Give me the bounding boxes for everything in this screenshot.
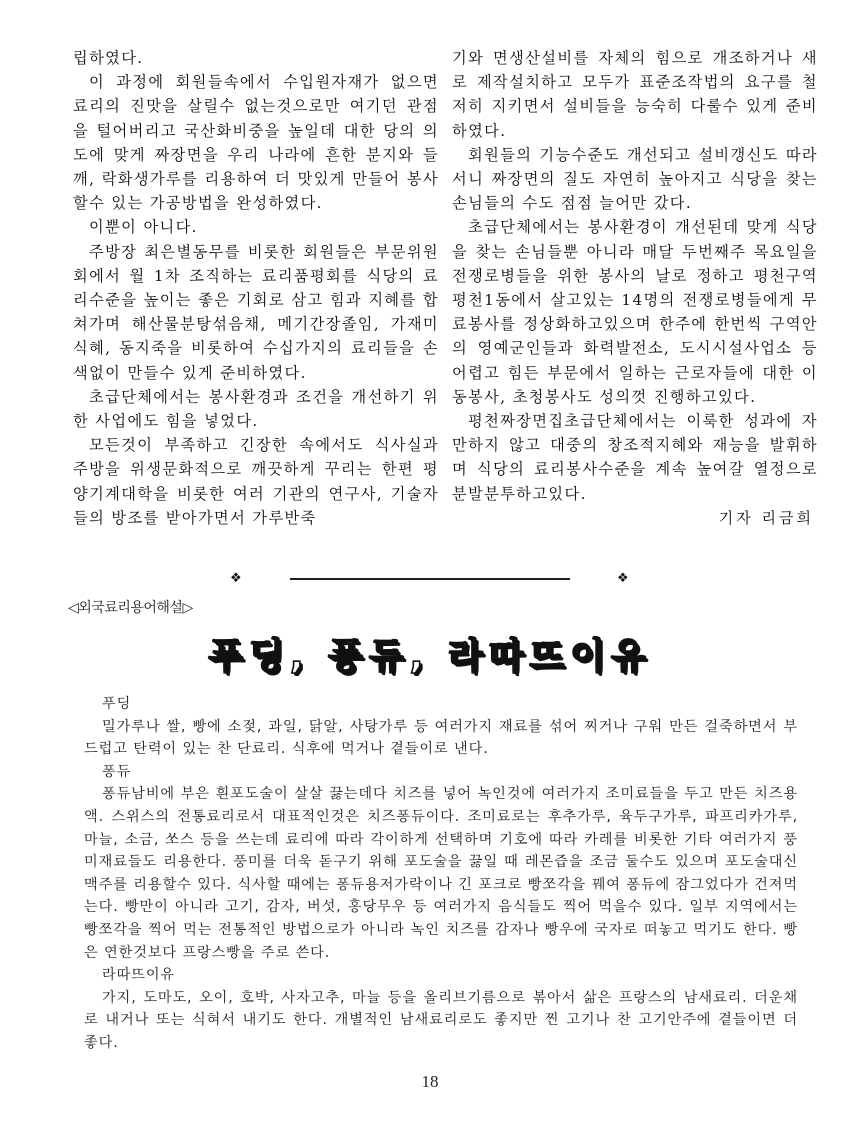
article-left-column xyxy=(73,46,439,530)
horizontal-rule xyxy=(290,578,570,580)
section-divider xyxy=(0,573,860,585)
glossary-definition: 밀가루나 쌀, 빵에 소젖, 과일, 닭알, 사탕가루 등 여러가지 재료를 섞어 찌거나 구워 만든 걸죽하면서 부드럽고 탄력이 있는 찬 단료리. 식후에 먹거나 곁들이로 낸다. xyxy=(84,718,798,758)
paragraph: 립하였다. xyxy=(73,49,144,67)
byline: 기자 리금희 xyxy=(718,508,814,527)
glossary-term: 퐁듀 xyxy=(102,763,132,780)
paragraph: 회원들의 기능수준도 개선되고 설비갱신도 따라서니 짜장면의 질도 자연히 높아지고 식당을 찾는 손님들의 수도 점점 늘어만 갔다. xyxy=(452,145,818,213)
page-number: 18 xyxy=(421,1072,439,1091)
glossary-body xyxy=(84,693,798,1055)
paragraph: 주방장 최은별동무를 비롯한 회원들은 부문위원회에서 월 1차 조직하는 료리품평회를 식당의 료리수준을 높이는 좋은 기회로 삼고 힘과 지혜를 합쳐가며 해산물분탕섞음채, 메기간장졸임, 가재미식혜, 동지죽을 비롯하여 수십가지의 료리들을 손색없이 만들수 있게 준비하였다. xyxy=(73,242,439,382)
paragraph: 초급단체에서는 봉사환경과 조건을 개선하기 위한 사업에도 힘을 넣었다. xyxy=(73,387,439,431)
paragraph: 모든것이 부족하고 긴장한 속에서도 식사실과 주방을 위생문화적으로 깨끗하게 꾸리는 한편 평양기계대학을 비롯한 여러 기관의 연구사, 기술자들의 방조를 받아가면서 가루반죽 xyxy=(73,436,439,527)
glossary-definition: 가지, 도마도, 오이, 호박, 사자고추, 마늘 등을 올리브기름으로 볶아서 삶은 프랑스의 남새료리. 더운채로 내거나 또는 식혀서 내기도 한다. 개별적인 남새료리로도 좋지만 찐 고기나 찬 고기안주에 곁들이면 더 좋다. xyxy=(84,989,798,1051)
paragraph: 이뿐이 아니다. xyxy=(89,218,198,237)
article-right-column xyxy=(452,46,818,530)
diamond-ornament-icon: ❖ xyxy=(617,571,629,586)
glossary-title: 푸딩, 퐁듀, 라따뜨이유 xyxy=(208,636,652,677)
paragraph: 평천짜장면집초급단체에서는 이룩한 성과에 자만하지 않고 대중의 창조적지혜와 재능을 발휘하며 식당의 료리봉사수준을 계속 높여갈 열정으로 분발분투하고있다. xyxy=(452,412,818,503)
paragraph: 이 과정에 회원들속에서 수입원자재가 없으면 료리의 진맛을 살릴수 없는것으로만 여기던 관점을 털어버리고 국산화비중을 높일데 대한 당의 의도에 맞게 짜장면을 우리 나라에 흔한 분지와 들깨, 락화생가루를 리용하여 더 맛있게 만들어 봉사할수 있는 가공방법을 완성하였다. xyxy=(73,73,439,213)
glossary-term: 푸딩 xyxy=(102,696,132,712)
glossary-term: 라따뜨이유 xyxy=(102,967,176,984)
diamond-ornament-icon: ❖ xyxy=(230,571,242,586)
section-tag: ◁외국료리용어해설▷ xyxy=(68,600,193,616)
glossary-definition: 퐁듀남비에 부은 흰포도술이 살살 끓는데다 치즈를 넣어 녹인것에 여러가지 조미료들을 두고 만든 치즈용액. 스위스의 전통료리로서 대표적인것은 치즈퐁듀이다. 조미료로는 후추가루, 육두구가루, 파프리카가루, 마늘, 소금, 쏘스 등을 쓰는데 료리에 따라 각이하게 선택하며 기호에 따라 카레를 비롯한 기타 여러가지 풍미재료들도 리용한다. 풍미를 더욱 돋구기 위해 포도술을 끓일 때 레몬즙을 조금 둘수도 있으며 포도술대신 맥주를 리용할수 있다. 식사할 때에는 퐁듀용저가락이나 긴 포크로 빵쪼각을 꿰여 퐁듀에 잠그었다가 건져먹는다. 빵만이 아니라 고기, 감자, 버섯, 홍당무우 등 여러가지 음식들도 찍어 먹을수 있다. 일부 지역에서는 빵쪼각을 찍어 먹는 전통적인 방법으로가 아니라 녹인 치즈를 감자나 빵우에 국자로 떠놓고 먹기도 한다. 빵은 연한것보다 프랑스빵을 주로 쓴다. xyxy=(84,786,798,961)
paragraph: 기와 면생산설비를 자체의 힘으로 개조하거나 새로 제작설치하고 모두가 표준조작법의 요구를 철저히 지키면서 설비들을 능숙히 다룰수 있게 준비하였다. xyxy=(452,49,818,140)
paragraph: 초급단체에서는 봉사환경이 개선된데 맞게 식당을 찾는 손님들뿐 아니라 매달 두번째주 목요일을 전쟁로병들을 위한 봉사의 날로 정하고 평천구역 평천1동에서 살고있는 14명의 전쟁로병들에게 무료봉사를 정상화하고있으며 한주에 한번씩 구역안의 영예군인들과 화력발전소, 도시시설사업소 등 어렵고 힘든 부문에서 일하는 근로자들에 대한 이동봉사, 초청봉사도 성의껏 진행하고있다. xyxy=(452,218,818,406)
